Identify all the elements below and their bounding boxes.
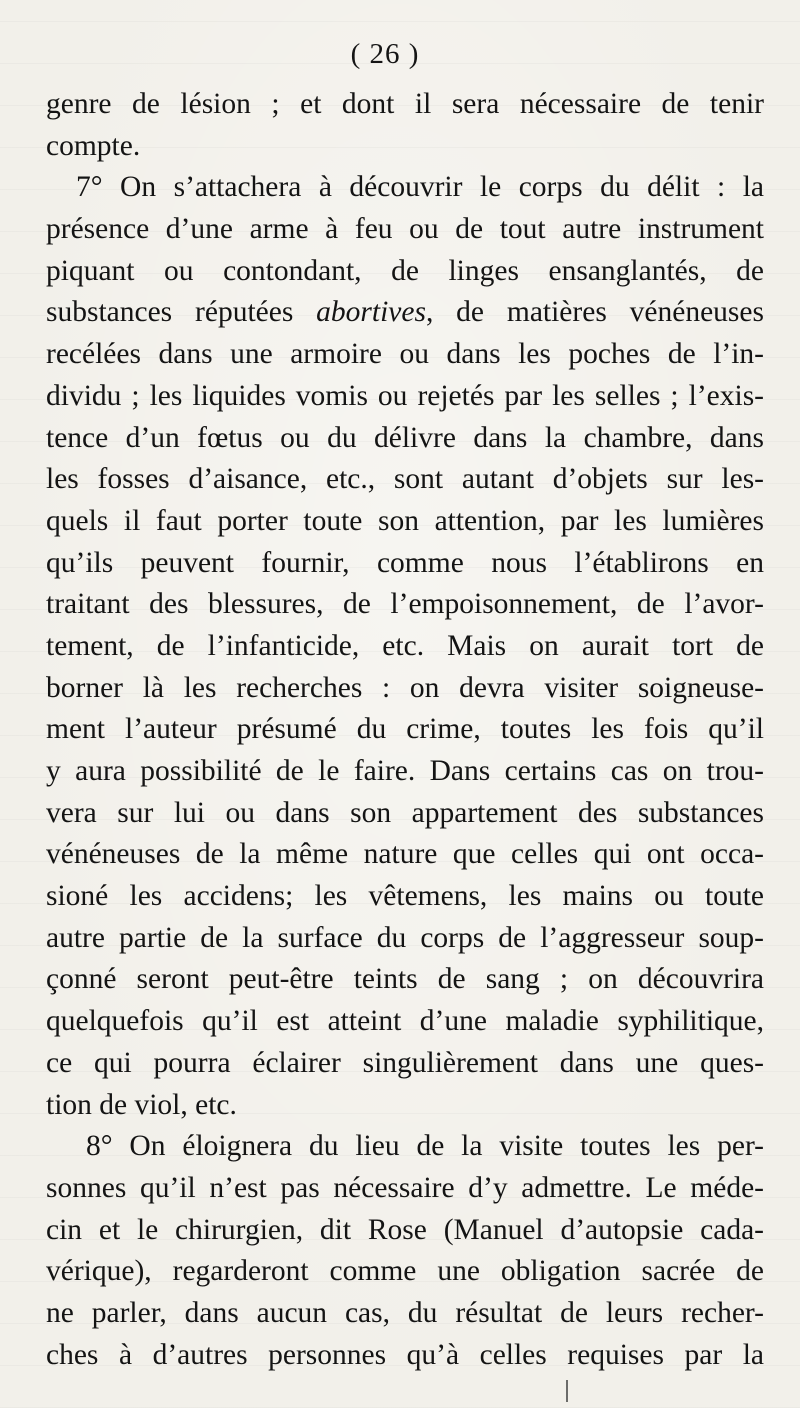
- text-line: ches à d’autres personnes qu’à celles requises par la: [46, 1338, 764, 1371]
- text-line: les fosses d’aisance, etc., sont autant d’objets sur les-: [46, 463, 764, 496]
- text-line: dividu ; les liquides vomis ou rejetés par les selles ; l’exis-: [46, 379, 764, 412]
- text-line: compte.: [46, 129, 141, 162]
- text-line: vérique), regarderont comme une obligation sacrée de: [46, 1255, 764, 1288]
- text-line: traitant des blessures, de l’empoisonnement, de l’avor-: [46, 588, 764, 621]
- body-text: [46, 84, 764, 1376]
- italic-word-abortives: abortives: [316, 296, 426, 329]
- text-line: recélées dans une armoire ou dans les poches de l’in-: [46, 338, 764, 371]
- text-line: ce qui pourra éclairer singulièrement dans une ques-: [46, 1046, 764, 1079]
- margin-mark: [566, 1380, 568, 1402]
- text-line: tence d’un fœtus ou du délivre dans la chambre, dans: [46, 421, 764, 454]
- text-line: ment l’auteur présumé du crime, toutes les fois qu’il: [46, 713, 764, 746]
- text-line: y aura possibilité de le faire. Dans certains cas on trou-: [46, 755, 764, 787]
- text-line: cin et le chirurgien, dit Rose (Manuel d’autopsie cada-: [46, 1213, 764, 1246]
- text-line: borner là les recherches : on devra visiter soigneuse-: [46, 671, 764, 704]
- text-line: vénéneuses de la même nature que celles qui ont occa-: [46, 838, 764, 871]
- text-line: 8° On éloignera du lieu de la visite toutes les per-: [86, 1130, 764, 1163]
- text-line: substances réputées abortives, de matières vénéneuses: [46, 296, 764, 329]
- text-line: vera sur lui ou dans son appartement des substances: [46, 796, 764, 829]
- text-line: tement, de l’infanticide, etc. Mais on aurait tort de: [46, 629, 764, 662]
- text-line: autre partie de la surface du corps de l’aggresseur soup-: [46, 921, 764, 954]
- text-line: çonné seront peut-être teints de sang ; on découvrira: [46, 963, 764, 996]
- text-line: quelquefois qu’il est atteint d’une maladie syphilitique,: [46, 1005, 764, 1038]
- text-line: sonnes qu’il n’est pas nécessaire d’y admettre. Le méde-: [46, 1171, 764, 1204]
- text-line: présence d’une arme à feu ou de tout autre instrument: [46, 213, 764, 246]
- text-line: tion de viol, etc.: [46, 1088, 237, 1121]
- text-line: 7° On s’attachera à découvrir le corps du délit : la: [76, 171, 764, 204]
- text-line: qu’ils peuvent fournir, comme nous l’établirons en: [46, 546, 764, 579]
- text-line: quels il faut porter toute son attention, par les lumières: [46, 504, 764, 537]
- text-line: ne parler, dans aucun cas, du résultat de leurs recher-: [46, 1296, 764, 1329]
- text-line: sioné les accidens; les vêtemens, les mains ou toute: [46, 880, 764, 913]
- page-number: ( 26 ): [350, 38, 420, 70]
- text-line: piquant ou contondant, de linges ensanglantés, de: [46, 254, 764, 287]
- text-line: genre de lésion ; et dont il sera nécessaire de tenir: [46, 88, 764, 120]
